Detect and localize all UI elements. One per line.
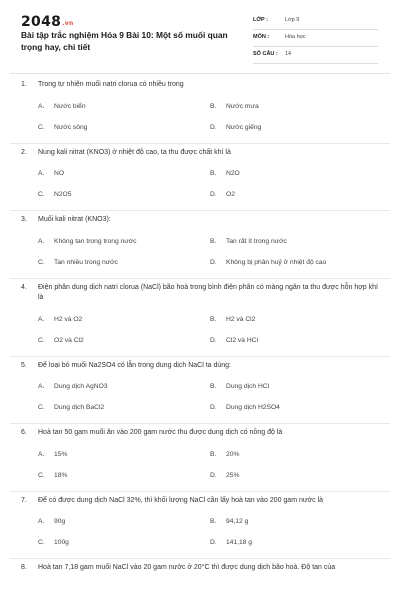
answer-option[interactable] [38, 315, 210, 324]
option-letter: B. [210, 315, 217, 323]
question-number: 6. [21, 429, 27, 436]
option-text: Tan nhiều trong nước [54, 258, 118, 266]
option-letter: C. [38, 404, 45, 411]
question-text: Để loại bỏ muối Na2SO4 có lẫn trong dung dịch NaCl ta dùng: [38, 361, 232, 369]
option-text: 141,18 g [226, 539, 253, 546]
option-text: 90g [54, 518, 66, 525]
option-text: 20% [226, 450, 240, 458]
answer-option[interactable] [38, 403, 210, 412]
option-text: Không bị phân huỷ ở nhiệt độ cao [226, 258, 327, 266]
question-head [21, 559, 378, 574]
answer-option[interactable] [210, 169, 382, 178]
page-header [0, 0, 400, 72]
question-item [0, 357, 400, 425]
logo-main: 2048 [21, 14, 62, 30]
question-head [21, 144, 378, 159]
option-letter: C. [38, 539, 45, 546]
option-letter: A. [38, 237, 45, 245]
question-separator [10, 345, 390, 357]
question-head [21, 211, 378, 226]
option-letter: D. [210, 191, 217, 198]
question-head [21, 76, 378, 91]
meta-value: Hóa học [285, 34, 306, 40]
answer-option[interactable] [210, 450, 382, 459]
answer-option[interactable] [38, 336, 210, 345]
option-letter: C. [38, 191, 45, 198]
option-letter: D. [210, 471, 217, 479]
question-item [0, 279, 400, 357]
question-separator [10, 132, 390, 144]
answer-option[interactable] [210, 315, 382, 324]
question-head [21, 279, 378, 304]
answer-options [21, 237, 378, 267]
meta-row-count [253, 48, 378, 64]
option-letter: C. [38, 258, 45, 266]
option-letter: A. [38, 102, 45, 110]
answer-option[interactable] [210, 237, 382, 246]
option-text: Dung dịch BaCl2 [54, 404, 105, 411]
answer-option[interactable] [210, 190, 382, 199]
header-divider [10, 73, 390, 74]
option-text: Nước mưa [226, 102, 259, 110]
question-number: 4. [21, 283, 27, 291]
logo-suffix: .vn [62, 20, 74, 27]
answer-option[interactable] [210, 123, 382, 132]
question-item [0, 211, 400, 279]
answer-options [21, 517, 378, 547]
option-letter: B. [210, 383, 217, 390]
answer-option[interactable] [210, 538, 382, 547]
option-letter: D. [210, 123, 217, 131]
answer-option[interactable] [38, 471, 210, 480]
meta-row-subject [253, 31, 378, 47]
question-separator [10, 547, 390, 559]
question-item [0, 144, 400, 212]
question-item [0, 76, 400, 144]
meta-value: Lớp 9 [285, 17, 300, 23]
option-text: O2 và Cl2 [54, 336, 84, 344]
meta-label: SỐ CÂU : [253, 51, 278, 57]
option-text: H2 và O2 [54, 315, 83, 323]
answer-options [21, 102, 378, 132]
option-letter: A. [38, 383, 45, 390]
question-head [21, 492, 378, 507]
answer-option[interactable] [38, 190, 210, 199]
question-text: Nung kali nitrat (KNO3) ở nhiệt độ cao, ta thu được chất khí là [38, 148, 231, 156]
answer-option[interactable] [38, 123, 210, 132]
question-list [0, 76, 400, 574]
question-number: 7. [21, 496, 27, 504]
answer-option[interactable] [38, 169, 210, 178]
option-text: Nước sông [54, 123, 88, 131]
option-letter: A. [38, 450, 45, 458]
answer-option[interactable] [210, 102, 382, 111]
option-letter: A. [38, 518, 45, 525]
question-item [0, 492, 400, 560]
option-letter: C. [38, 336, 45, 344]
option-text: Không tan trong trong nước [54, 237, 137, 245]
question-separator [10, 412, 390, 424]
answer-option[interactable] [38, 102, 210, 111]
answer-option[interactable] [210, 336, 382, 345]
answer-option[interactable] [210, 258, 382, 267]
question-separator [10, 199, 390, 211]
answer-option[interactable] [38, 382, 210, 391]
option-letter: D. [210, 336, 217, 344]
answer-options [21, 450, 378, 480]
option-text: H2 và Cl2 [226, 315, 256, 323]
option-text: Dung dịch HCl [226, 383, 270, 390]
question-number: 8. [21, 564, 27, 571]
option-letter: C. [38, 123, 45, 131]
option-letter: B. [210, 237, 217, 245]
option-letter: A. [38, 170, 45, 177]
option-letter: B. [210, 450, 217, 458]
question-number: 1. [21, 81, 27, 88]
question-text: Hoà tan 50 gam muối ăn vào 200 gam nước thu được dung dịch có nồng độ là [38, 429, 283, 436]
answer-option[interactable] [38, 258, 210, 267]
option-text: Dung dịch H2SO4 [226, 404, 280, 411]
answer-option[interactable] [210, 517, 382, 526]
option-letter: D. [210, 539, 217, 546]
option-text: O2 [226, 191, 235, 198]
answer-option[interactable] [210, 382, 382, 391]
question-text: Điện phân dung dịch natri clorua (NaCl) bão hoà trong bình điện phân có màng ngăn ta thu được hỗn hợp khí là [38, 283, 378, 301]
meta-info [253, 14, 378, 65]
answer-option[interactable] [38, 237, 210, 246]
option-letter: D. [210, 258, 217, 266]
question-text: Hoà tan 7,18 gam muối NaCl vào 20 gam nước ở 20°C thì được dung dịch bão hoà. Độ tan của [38, 564, 336, 571]
question-text: Muối kali nitrat (KNO3): [38, 216, 111, 223]
question-number: 5. [21, 361, 27, 369]
site-logo[interactable] [21, 14, 74, 30]
question-number: 2. [21, 148, 27, 156]
answer-option[interactable] [38, 450, 210, 459]
option-text: N2O [226, 170, 240, 177]
option-text: Nước giếng [226, 123, 262, 131]
question-head [21, 357, 378, 372]
question-item [0, 559, 400, 574]
option-letter: A. [38, 315, 45, 323]
option-text: N2O5 [54, 191, 72, 198]
option-text: 15% [54, 450, 68, 458]
meta-value: 14 [285, 51, 292, 57]
meta-row-grade [253, 14, 378, 30]
option-letter: D. [210, 404, 217, 411]
option-text: Nước biển [54, 102, 86, 110]
question-item [0, 424, 400, 492]
answer-option[interactable] [38, 538, 210, 547]
option-letter: B. [210, 102, 217, 110]
option-text: 25% [226, 471, 240, 479]
answer-option[interactable] [210, 403, 382, 412]
question-separator [10, 267, 390, 279]
page-title: Bài tập trắc nghiệm Hóa 9 Bài 10: Một số muối quan trọng hay, chi tiết [21, 30, 228, 52]
option-text: 100g [54, 539, 69, 546]
meta-label: MÔN : [253, 34, 270, 40]
option-text: Tan rất ít trong nước [226, 237, 287, 245]
option-letter: C. [38, 471, 45, 479]
question-head [21, 424, 378, 439]
option-text: Cl2 và HCl [226, 336, 258, 344]
question-text: Trong tự nhiên muối natri clorua có nhiều trong [38, 81, 184, 88]
option-letter: B. [210, 518, 217, 525]
option-text: Dung dịch AgNO3 [54, 383, 108, 390]
question-separator [10, 480, 390, 492]
option-letter: B. [210, 170, 217, 177]
answer-options [21, 169, 378, 199]
answer-options [21, 382, 378, 412]
answer-options [21, 315, 378, 345]
meta-label: LỚP : [253, 17, 268, 23]
question-text: Để có được dung dịch NaCl 32%, thì khối lượng NaCl cần lấy hoà tan vào 200 gam nước là [38, 496, 324, 504]
option-text: 18% [54, 471, 68, 479]
answer-option[interactable] [38, 517, 210, 526]
question-number: 3. [21, 216, 27, 223]
option-text: NO [54, 170, 65, 177]
answer-option[interactable] [210, 471, 382, 480]
option-text: 94,12 g [226, 518, 249, 525]
